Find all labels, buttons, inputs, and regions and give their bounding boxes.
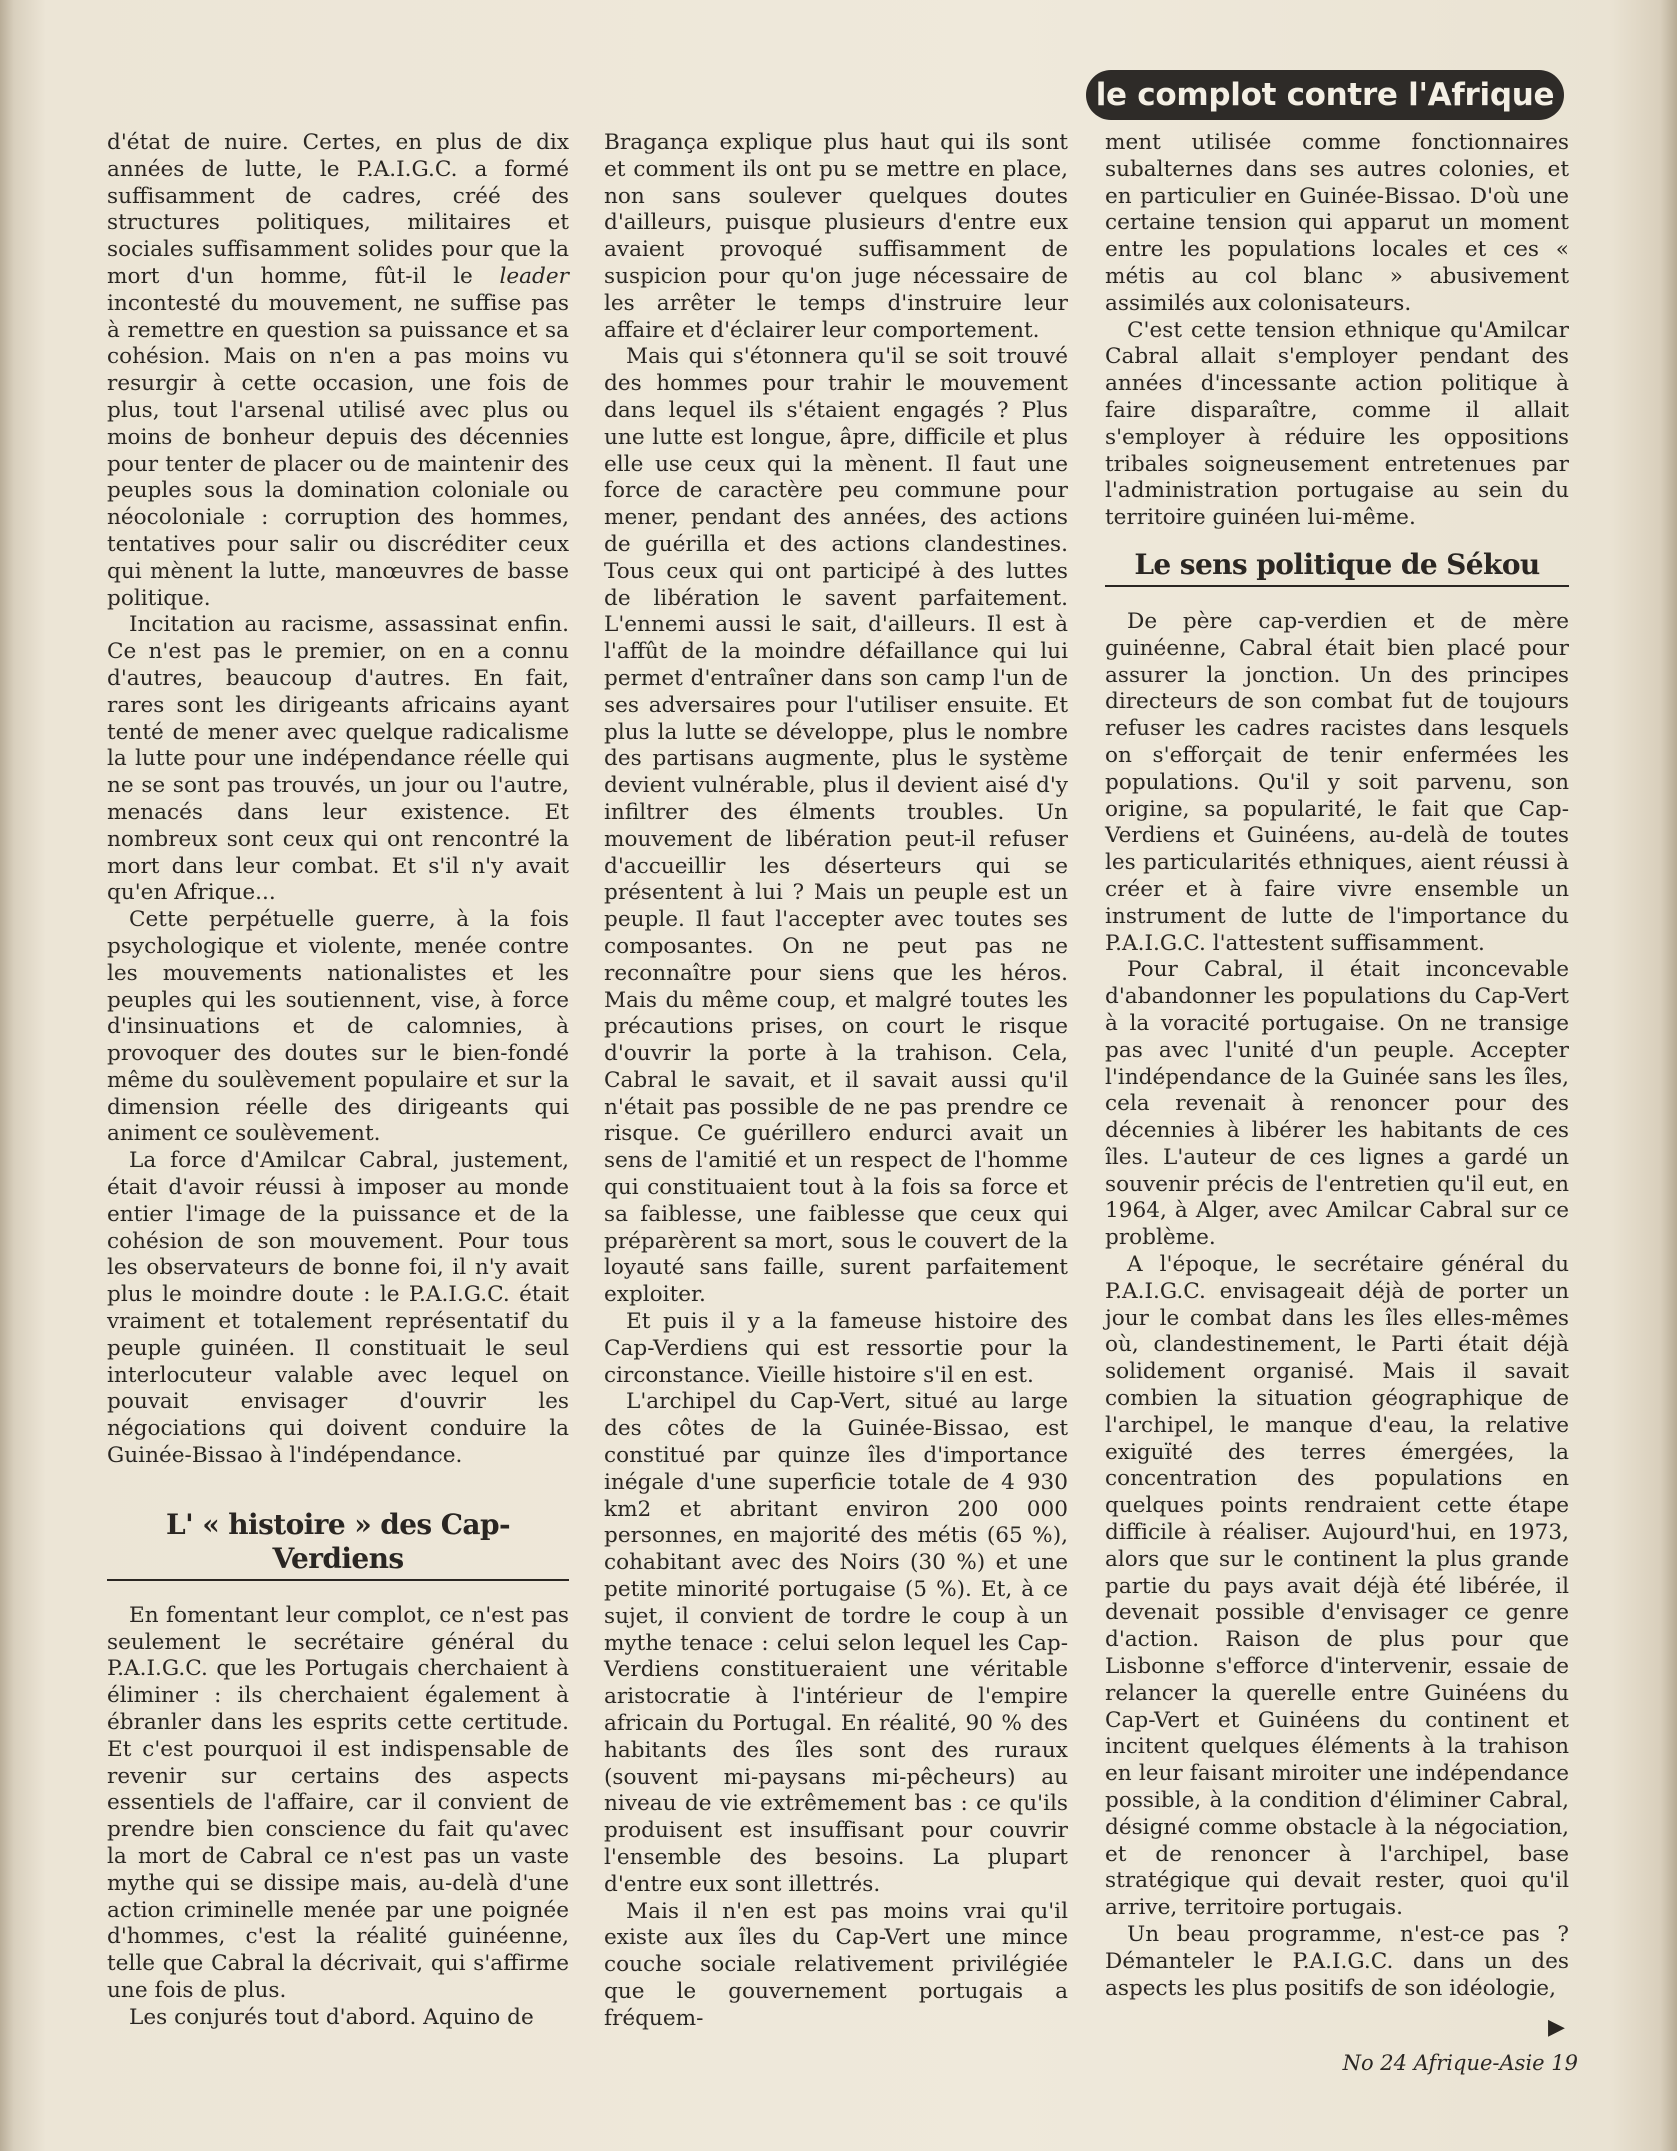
paragraph: Bragança explique plus haut qui ils sont et comment ils ont pu se mettre en place, non sans soulever quelques doutes d'ailleurs, puisque plusieurs d'entre eux avaient provoqué suffisamment de suspicion pour qu'on juge nécessaire de les arrêter le temps d'instruire leur affaire et d'éclairer leur comportement. — [604, 130, 1068, 343]
continue-arrow-icon: ▶ — [1548, 2015, 1565, 2040]
paragraph: d'état de nuire. Certes, en plus de dix années de lutte, le P.A.I.G.C. a formé suffisamment de cadres, créé des structures politiques, militaires et sociales suffisamment solides pour que la mort d'un homme, fût-il le leader incontesté du mouvement, ne suffise pas à remettre en question sa puissance et sa cohésion. Mais on n'en a pas moins vu resurgir à cette occasion, une fois de plus, tout l'arsenal utilisé avec plus ou moins de bonheur depuis des décennies pour tenter de placer ou de maintenir des peuples sous la domination coloniale ou néocoloniale : corruption des hommes, tentatives pour salir ou discréditer ceux qui mènent la lutte, manœuvres de basse politique. — [107, 130, 569, 611]
paragraph: Pour Cabral, il était inconcevable d'abandonner les populations du Cap-Vert à la voracité portugaise. On ne transige pas avec l'unité d'un peuple. Accepter l'indépendance de la Guinée sans les îles, cela revenait à renoncer pour des décennies à libérer les habitants de ces îles. L'auteur de ces lignes a gardé un souvenir précis de l'entretien qu'il eut, en 1964, à Alger, avec Amilcar Cabral sur ce problème. — [1105, 957, 1569, 1251]
column-1 — [107, 130, 569, 2032]
paragraph: Cette perpétuelle guerre, à la fois psychologique et violente, menée contre les mouvements nationalistes et les peuples qui les soutiennent, vise, à force d'insinuations et de calomnies, à provoquer des doutes sur le bien-fondé même du soulèvement populaire et sur la dimension réelle des dirigeants qui animent ce soulèvement. — [107, 907, 569, 1147]
column-3 — [1105, 130, 1569, 2002]
section-banner: le complot contre l'Afrique — [1086, 70, 1564, 120]
paragraph: De père cap-verdien et de mère guinéenne, Cabral était bien placé pour assurer la jonction. Un des principes directeurs de son combat fut de toujours refuser les cadres racistes dans lesquels on s'efforçait de tenir enfermées les populations. Qu'il y soit parvenu, son origine, sa popularité, le fait que Cap-Verdiens et Guinéens, au-delà de toutes les particularités ethniques, aient réussi à créer et à faire vivre ensemble un instrument de lutte de l'importance du P.A.I.G.C. l'attestent suffisamment. — [1105, 608, 1569, 956]
page-folio: No 24 Afrique-Asie 19 — [1342, 2051, 1578, 2075]
paragraph: Un beau programme, n'est-ce pas ? Démanteler le P.A.I.G.C. dans un des aspects les plus positifs de son idéologie, — [1105, 1922, 1569, 2001]
paragraph: La force d'Amilcar Cabral, justement, était d'avoir réussi à imposer au monde entier l'image de la puissance et de la cohésion de son mouvement. Pour tous les observateurs de bonne foi, il n'y avait plus le moindre doute : le P.A.I.G.C. était vraiment et totalement représentatif du peuple guinéen. Il constituait le seul interlocuteur valable avec lequel on pouvait envisager d'ouvrir les négociations qui doivent conduire la Guinée-Bissao à l'indépendance. — [107, 1148, 569, 1469]
paragraph: C'est cette tension ethnique qu'Amilcar Cabral allait s'employer pendant des années d'incessante action politique à faire disparaître, comme il allait s'employer à réduire les oppositions tribales soigneusement entretenues par l'administration portugaise au sein du territoire guinéen lui-même. — [1105, 317, 1569, 531]
paragraph: L'archipel du Cap-Vert, situé au large des côtes de la Guinée-Bissao, est constitué par quinze îles d'importance inégale d'une superficie totale de 4 930 km2 et abritant environ 200 000 personnes, en majorité des métis (65 %), cohabitant avec des Noirs (30 %) et une petite minorité portugaise (5 %). Et, à ce sujet, il convient de tordre le coup à un mythe tenace : celui selon lequel les Cap-Verdiens constitueraient une véritable aristocratie à l'intérieur de l'empire africain du Portugal. En réalité, 90 % des habitants des îles sont des ruraux (souvent mi-paysans mi-pêcheurs) au niveau de vie extrêmement bas : ce qu'ils produisent est insuffisant pour couvrir l'ensemble des besoins. La plupart d'entre eux sont illettrés. — [604, 1389, 1068, 1897]
subheading-rule — [1105, 585, 1569, 587]
paragraph: ment utilisée comme fonctionnaires subalternes dans ses autres colonies, et en particulier en Guinée-Bissao. D'où une certaine tension qui apparut un moment entre les populations locales et ces « métis au col blanc » abusivement assimilés aux colonisateurs. — [1105, 130, 1569, 316]
emphasis-leader: leader — [499, 263, 569, 289]
paragraph: Mais qui s'étonnera qu'il se soit trouvé des hommes pour trahir le mouvement dans lequel ils s'étaient engagés ? Plus une lutte est longue, âpre, difficile et plus elle use ceux qui la mènent. Il faut une force de caractère peu commune pour mener, pendant des années, des actions de guérilla et des actions clandestines. Tous ceux qui ont participé à des luttes de libération le savent parfaitement. L'ennemi aussi le sait, d'ailleurs. Il est à l'affût de la moindre défaillance qui lui permet d'entraîner dans son camp l'un de ses adversaires pour l'utiliser ensuite. Et plus la lutte se développe, plus le nombre des partisans augmente, plus le système devient vulnérable, plus il devient aisé d'y infiltrer des élments troubles. Un mouvement de libération peut-il refuser d'accueillir les déserteurs qui se présentent à lui ? Mais un peuple est un peuple. Il faut l'accepter avec toutes ses composantes. On ne peut pas ne reconnaître pour siens que les héros. Mais du même coup, et malgré toutes les précautions prises, on court le risque d'ouvrir la porte à la trahison. Cela, Cabral le savait, et il savait aussi qu'il n'était pas possible de ne pas prendre ce risque. Ce guérillero endurci avait un sens de l'amitié et un respect de l'homme qui constituaient tout à la fois sa force et sa faiblesse, une faiblesse que ceux qui préparèrent sa mort, sous le couvert de la loyauté sans faille, surent parfaitement exploiter. — [604, 344, 1068, 1308]
paragraph: En fomentant leur complot, ce n'est pas seulement le secrétaire général du P.A.I.G.C. que les Portugais cherchaient à éliminer : ils cherchaient également à ébranler dans les esprits cette certitude. Et c'est pourquoi il est indispensable de revenir sur certains des aspects essentiels de l'affaire, car il convient de prendre bien conscience du fait qu'avec la mort de Cabral ce n'est pas un vaste mythe qui se dissipe mais, au-delà d'une action criminelle menée par une poignée d'hommes, c'est la réalité guinéenne, telle que Cabral la décrivait, qui s'affirme une fois de plus. — [107, 1602, 569, 2003]
subheading-cap-verdiens: L' « histoire » des Cap-Verdiens — [107, 1508, 569, 1581]
column-2 — [604, 130, 1068, 2033]
subheading-sekou: Le sens politique de Sékou — [1105, 548, 1569, 587]
paragraph: A l'époque, le secrétaire général du P.A.I.G.C. envisageait déjà de porter un jour le combat dans les îles elles-mêmes où, clandestinement, le Parti était déjà solidement organisé. Mais il savait combien la situation géographique de l'archipel, le manque d'eau, la relative exiguïté des terres émergées, la concentration des populations en quelques points rendraient cette étape difficile à réaliser. Aujourd'hui, en 1973, alors que sur le continent la plus grande partie du pays avait déjà été libérée, il devenait possible d'envisager ce genre d'action. Raison de plus pour que Lisbonne s'efforce d'intervenir, essaie de relancer la querelle entre Guinéens du Cap-Vert et Guinéens du continent et incitent quelques éléments à la trahison en leur faisant miroiter une indépendance possible, à la condition d'éliminer Cabral, désigné comme obstacle à la négociation, et de renoncer à l'archipel, base stratégique qui devait rester, quoi qu'il arrive, territoire portugais. — [1105, 1252, 1569, 1921]
subheading-rule — [107, 1579, 569, 1581]
paragraph: Et puis il y a la fameuse histoire des Cap-Verdiens qui est ressortie pour la circonstance. Vieille histoire s'il en est. — [604, 1309, 1068, 1388]
paragraph: Les conjurés tout d'abord. Aquino de — [129, 2004, 534, 2030]
paragraph: Incitation au racisme, assassinat enfin. Ce n'est pas le premier, on en a connu d'autres, beaucoup d'autres. En fait, rares sont les dirigeants africains ayant tenté de mener avec quelque radicalisme la lutte pour une indépendance réelle qui ne se sont pas trouvés, un jour ou l'autre, menacés dans leur existence. Et nombreux sont ceux qui ont rencontré la mort dans leur combat. Et s'il n'y avait qu'en Afrique... — [107, 612, 569, 906]
paragraph: Mais il n'en est pas moins vrai qu'il existe aux îles du Cap-Vert une mince couche sociale relativement privilégiée que le gouvernement portugais a fréquem- — [604, 1898, 1068, 2031]
